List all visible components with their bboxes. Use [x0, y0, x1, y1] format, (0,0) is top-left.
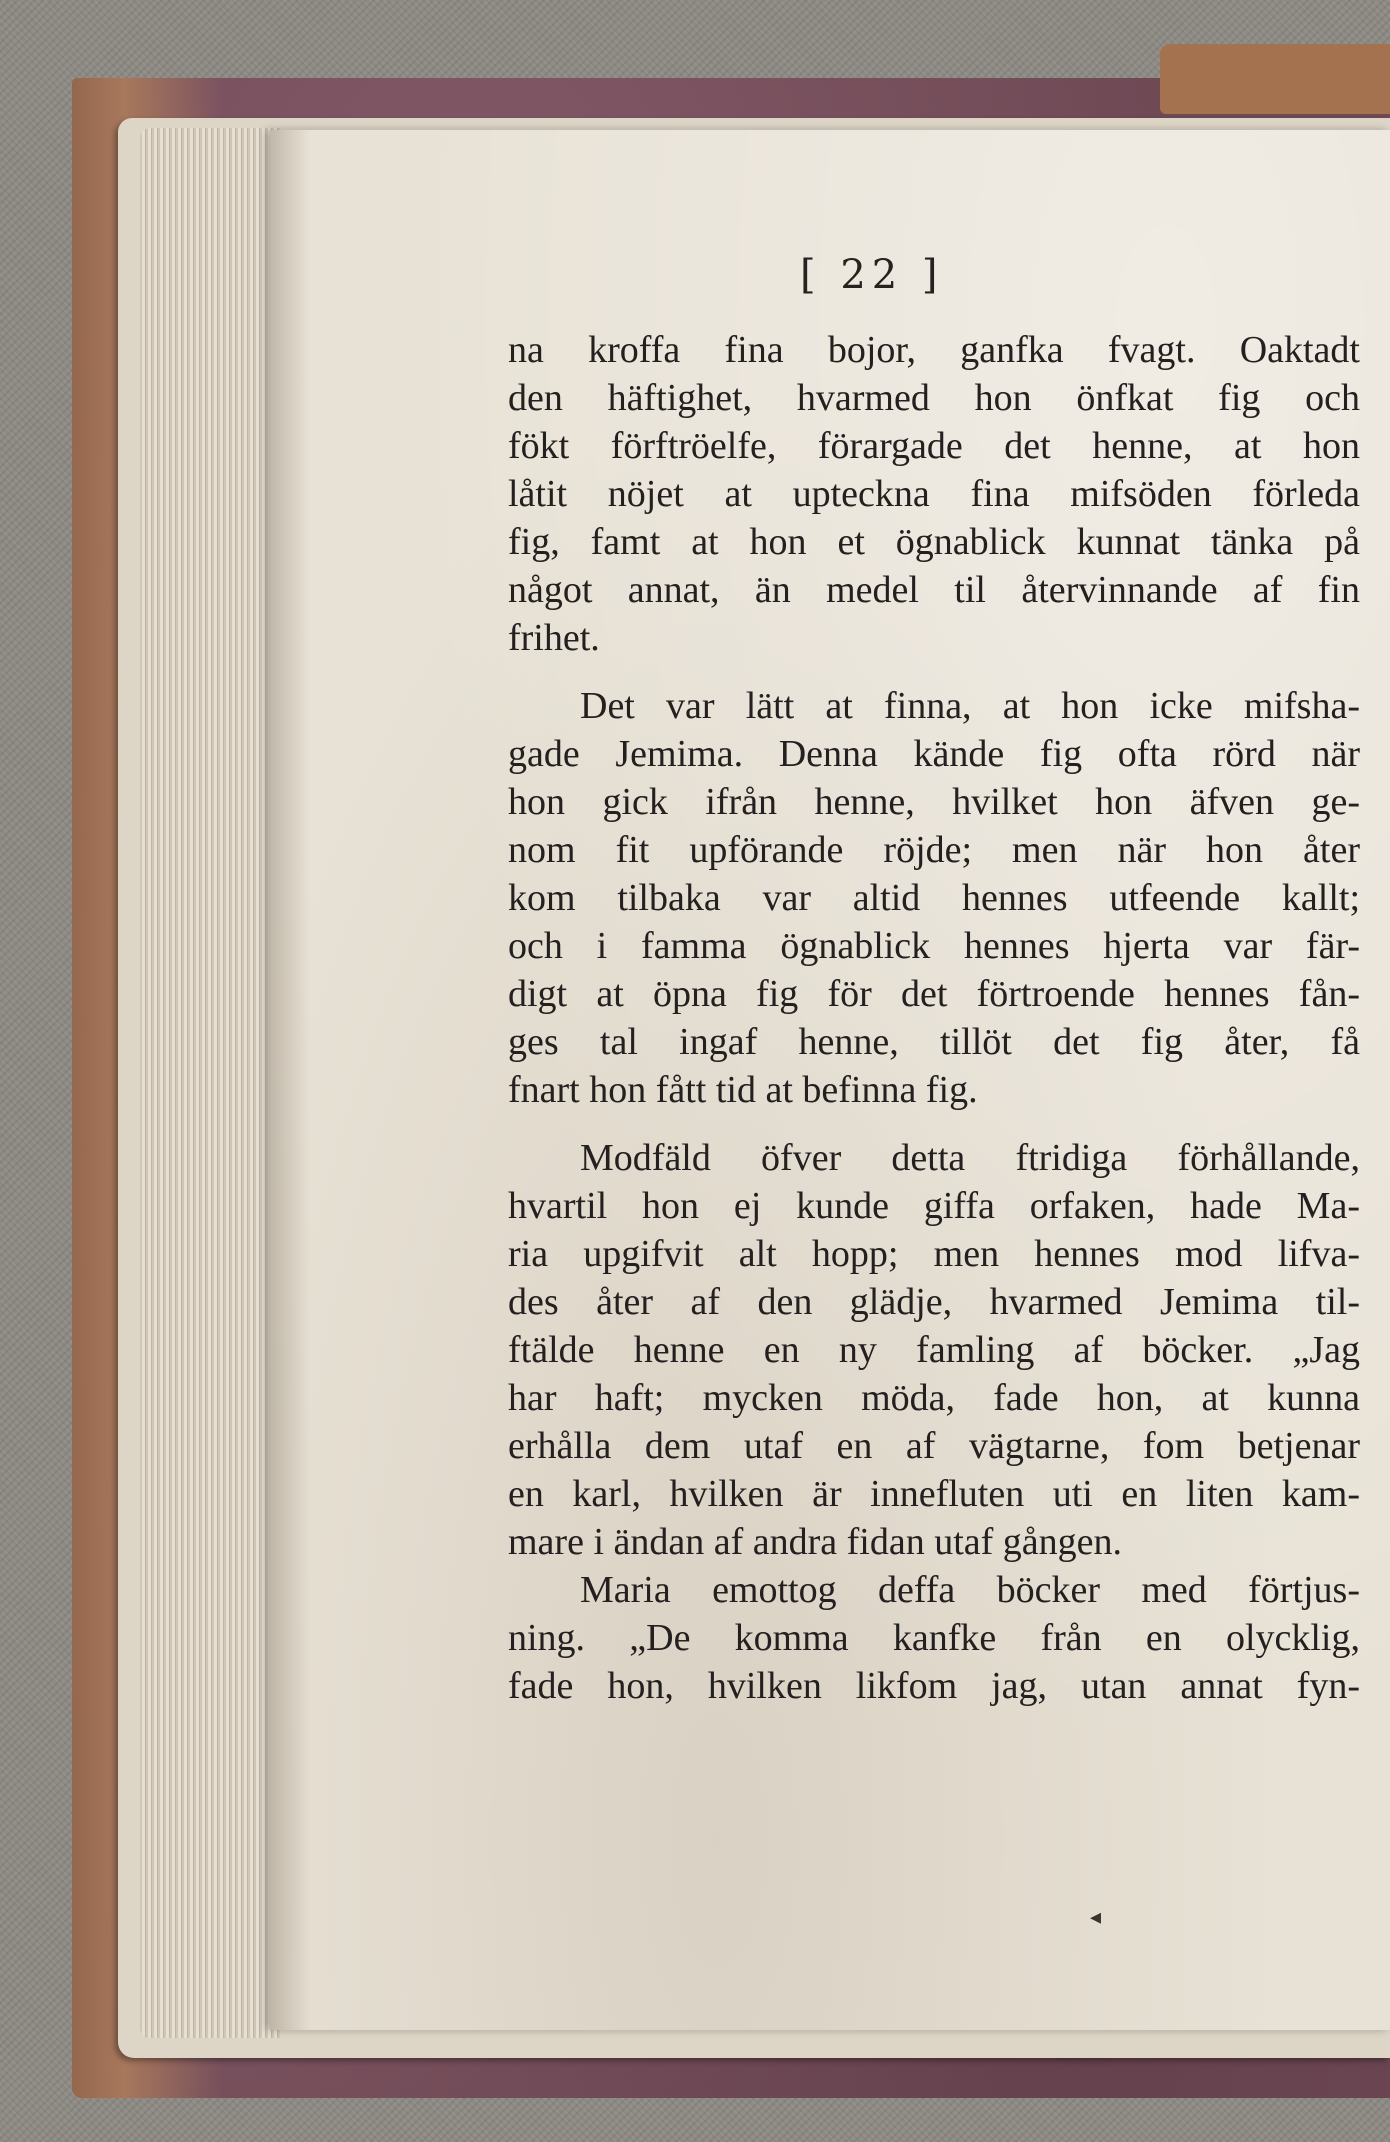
text-line: kom tilbaka var altid hennes utfeende kallt; — [508, 877, 1360, 919]
paragraph — [508, 1134, 1360, 1566]
text-line: fade hon, hvilken likfom jag, utan annat fyn- — [508, 1665, 1360, 1707]
gutter-shadow — [270, 130, 310, 2030]
text-line: ftälde henne en ny famling af böcker. „Jag — [508, 1329, 1360, 1371]
text-line: Det var lätt at finna, at hon icke mifsha- — [580, 685, 1360, 727]
text-line: den häftighet, hvarmed hon önfkat fig och — [508, 377, 1360, 419]
text-line: fnart hon fått tid at befinna fig. — [508, 1069, 978, 1111]
text-line: mare i ändan af andra fidan utaf gången. — [508, 1521, 1123, 1563]
paragraph-gap — [508, 662, 1360, 682]
text-line: har haft; mycken möda, fade hon, at kunna — [508, 1377, 1360, 1419]
text-line: ges tal ingaf henne, tillöt det fig åter, få — [508, 1021, 1360, 1063]
paragraph — [508, 326, 1360, 662]
text-line: nom fit upförande röjde; men när hon åter — [508, 829, 1360, 871]
printer-mark: ◂ — [1090, 1905, 1102, 1930]
paragraph — [508, 1566, 1360, 1710]
page-number: [ 22 ] — [800, 252, 944, 298]
text-line: ning. „De komma kanfke från en olycklig, — [508, 1617, 1360, 1659]
text-line: ria upgifvit alt hopp; men hennes mod lifva- — [508, 1233, 1360, 1275]
text-line: des åter af den glädje, hvarmed Jemima til- — [508, 1281, 1360, 1323]
paragraph-gap — [508, 1114, 1360, 1134]
text-line: fökt förftröelfe, förargade det henne, at hon — [508, 425, 1360, 467]
leather-binding-corner — [1160, 44, 1390, 114]
text-line: Modfäld öfver detta ftridiga förhållande, — [580, 1137, 1360, 1179]
text-line: erhålla dem utaf en af vägtarne, fom betjenar — [508, 1425, 1360, 1467]
paragraph — [508, 682, 1360, 1114]
body-text — [508, 326, 1360, 1710]
text-line: en karl, hvilken är innefluten uti en liten kam- — [508, 1473, 1360, 1515]
text-line: hon gick ifrån henne, hvilket hon äfven ge- — [508, 781, 1360, 823]
page-edges — [140, 128, 280, 2038]
text-line: gade Jemima. Denna kände fig ofta rörd när — [508, 733, 1360, 775]
text-line: frihet. — [508, 617, 600, 659]
text-line: och i famma ögnablick hennes hjerta var fär- — [508, 925, 1360, 967]
text-line: na kroffa fina bojor, ganfka fvagt. Oaktadt — [508, 329, 1360, 371]
text-line: digt at öpna fig för det förtroende hennes fån- — [508, 973, 1360, 1015]
text-line: fig, famt at hon et ögnablick kunnat tänka på — [508, 521, 1360, 563]
text-line: hvartil hon ej kunde giffa orfaken, hade Ma- — [508, 1185, 1360, 1227]
text-line: Maria emottog deffa böcker med förtjus- — [580, 1569, 1360, 1611]
text-line: låtit nöjet at upteckna fina mifsöden förleda — [508, 473, 1360, 515]
text-line: något annat, än medel til återvinnande af fin — [508, 569, 1360, 611]
